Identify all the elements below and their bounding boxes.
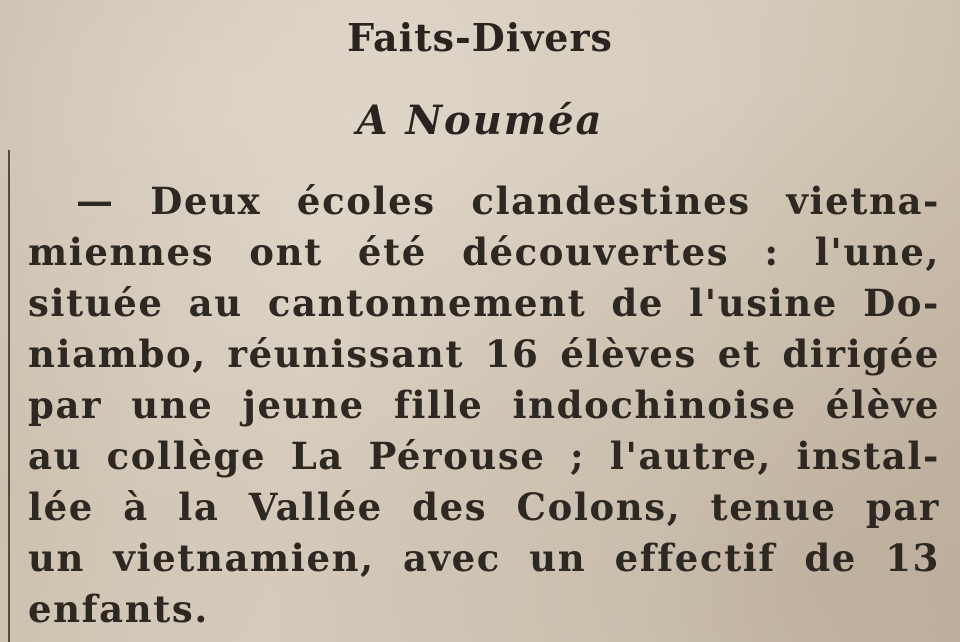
article-line: enfants.: [28, 587, 209, 631]
location-heading: A Nouméa: [356, 97, 604, 144]
article-body: [28, 176, 940, 635]
article-line: située au cantonnement de l'usine Do-: [28, 281, 940, 325]
article-line: miennes ont été découvertes : l'une,: [28, 230, 940, 274]
section-title: Faits-Divers: [347, 15, 613, 60]
article-line: au collège La Pérouse ; l'autre, instal-: [28, 434, 940, 478]
article-line: un vietnamien, avec un effectif de 13: [28, 536, 940, 580]
article-line: — Deux écoles clandestines vietna-: [76, 179, 940, 223]
column-rule: [8, 150, 10, 642]
article-line: lée à la Vallée des Colons, tenue par: [28, 485, 940, 529]
article-line: niambo, réunissant 16 élèves et dirigée: [28, 332, 940, 376]
article-line: par une jeune fille indochinoise élève: [28, 383, 940, 427]
